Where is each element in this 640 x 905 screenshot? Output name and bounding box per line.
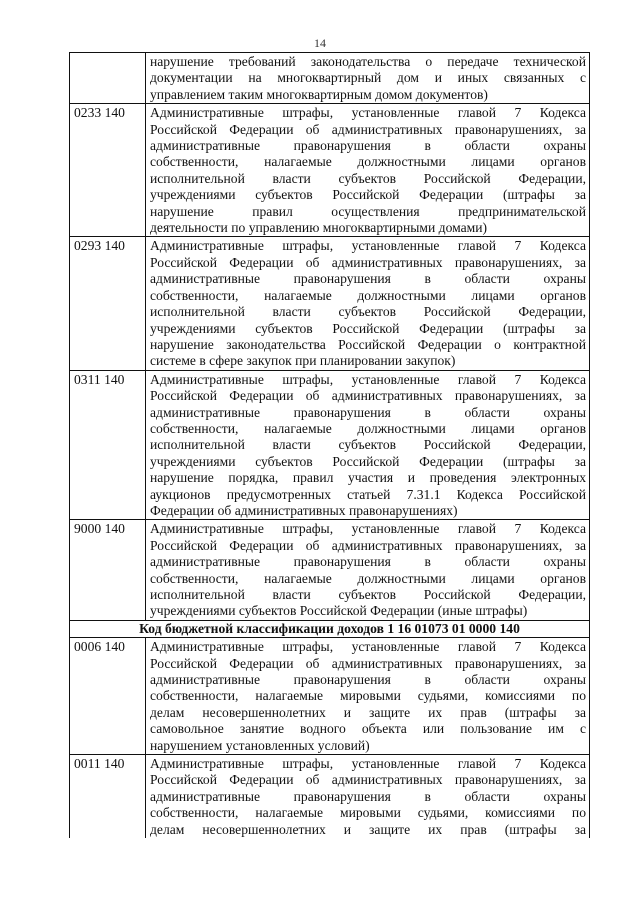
table-row — [70, 370, 590, 520]
description-line: исполнительной власти субъектов Российской Федерации, — [150, 170, 586, 186]
description-line: исполнительной власти субъектов Российской Федерации, — [150, 304, 586, 320]
description-line: управлением таким многоквартирным домом документов) — [150, 86, 488, 102]
description-line: административные правонарушения в области охраны — [150, 788, 586, 804]
description-line: Административные штрафы, установленные главой 7 Кодекса — [150, 756, 586, 772]
description-line: нарушение правил осуществления предпринимательской — [150, 203, 586, 219]
table-row — [70, 53, 590, 104]
row-code: 0006 140 — [70, 638, 146, 755]
description-line: самовольное занятие водного объекта или пользование им с — [150, 721, 586, 737]
table-row — [70, 755, 590, 839]
table-row — [70, 237, 590, 370]
description-line: Административные штрафы, установленные главой 7 Кодекса — [150, 105, 586, 121]
description-line: административные правонарушения в области охраны — [150, 271, 586, 287]
row-code: 0233 140 — [70, 104, 146, 237]
description-line: собственности, налагаемые должностными лицами органов — [150, 154, 586, 170]
description-line: учреждениями субъектов Российской Федерации (штрафы за — [150, 187, 586, 203]
description-line: Российской Федерации об административных правонарушениях, за — [150, 655, 586, 671]
description-line: собственности, налагаемые мировыми судьями, комиссиями по — [150, 688, 586, 704]
description-line: административные правонарушения в области охраны — [150, 404, 586, 420]
description-line: исполнительной власти субъектов Российской Федерации, — [150, 437, 586, 453]
description-line: Российской Федерации об административных правонарушениях, за — [150, 121, 586, 137]
section-header: Код бюджетной классификации доходов 1 16 01073 01 0000 140 — [70, 620, 590, 637]
description-line: нарушением установленных условий) — [150, 737, 370, 753]
description-line: Российской Федерации об административных правонарушениях, за — [150, 772, 586, 788]
description-line: Российской Федерации об административных правонарушениях, за — [150, 388, 586, 404]
description-line: нарушение требований законодательства о передаче технической — [150, 54, 586, 69]
row-description — [146, 237, 590, 370]
description-line: Российской Федерации об административных правонарушениях, за — [150, 537, 586, 553]
description-line: административные правонарушения в области охраны — [150, 138, 586, 154]
description-line: исполнительной власти субъектов Российской Федерации, — [150, 587, 586, 602]
row-description — [146, 638, 590, 755]
description-line: Административные штрафы, установленные главой 7 Кодекса — [150, 371, 586, 387]
description-line: Федерации об административных правонарушениях) — [150, 502, 458, 518]
description-line: Российской Федерации об административных правонарушениях, за — [150, 254, 586, 270]
table-row — [70, 638, 590, 755]
description-line: Административные штрафы, установленные главой 7 Кодекса — [150, 639, 586, 655]
page-number: 14 — [314, 36, 326, 50]
description-line: документации на многоквартирный дом и иных связанных с — [150, 70, 586, 86]
description-line: Административные штрафы, установленные главой 7 Кодекса — [150, 238, 586, 254]
row-code: 9000 140 — [70, 520, 146, 620]
description-line: нарушение законодательства Российской Федерации о контрактной — [150, 336, 586, 352]
description-line: делам несовершеннолетних и защите их прав (штрафы за — [150, 704, 586, 720]
classification-table-body — [70, 53, 590, 839]
section-header-row — [70, 620, 590, 637]
description-line: деятельности по управлению многоквартирными домами) — [150, 220, 488, 236]
row-description — [146, 520, 590, 620]
row-code — [70, 53, 146, 104]
row-code: 0311 140 — [70, 370, 146, 520]
description-line: собственности, налагаемые должностными лицами органов — [150, 570, 586, 586]
description-line: системе в сфере закупок при планировании закупок) — [150, 353, 456, 369]
description-line: делам несовершеннолетних и защите их прав (штрафы за — [150, 821, 586, 837]
row-description — [146, 755, 590, 839]
description-line: административные правонарушения в области охраны — [150, 672, 586, 688]
description-line: собственности, налагаемые мировыми судьями, комиссиями по — [150, 805, 586, 821]
row-description — [146, 370, 590, 520]
description-line: нарушение порядка, правил участия и проведения электронных — [150, 470, 586, 486]
description-line: Административные штрафы, установленные главой 7 Кодекса — [150, 521, 586, 537]
table-row — [70, 520, 590, 620]
description-line: учреждениями субъектов Российской Федерации (штрафы за — [150, 453, 586, 469]
row-description — [146, 104, 590, 237]
description-line: собственности, налагаемые должностными лицами органов — [150, 287, 586, 303]
description-line: учреждениями субъектов Российской Федерации (иные штрафы) — [150, 603, 528, 619]
description-line: аукционов предусмотренных статьей 7.31.1 Кодекса Российской — [150, 486, 586, 502]
classification-table — [69, 52, 590, 838]
description-line: собственности, налагаемые должностными лицами органов — [150, 420, 586, 436]
table-row — [70, 104, 590, 237]
description-line: учреждениями субъектов Российской Федерации (штрафы за — [150, 320, 586, 336]
row-code: 0293 140 — [70, 237, 146, 370]
description-line: административные правонарушения в области охраны — [150, 554, 586, 570]
row-code: 0011 140 — [70, 755, 146, 839]
row-description — [146, 53, 590, 104]
